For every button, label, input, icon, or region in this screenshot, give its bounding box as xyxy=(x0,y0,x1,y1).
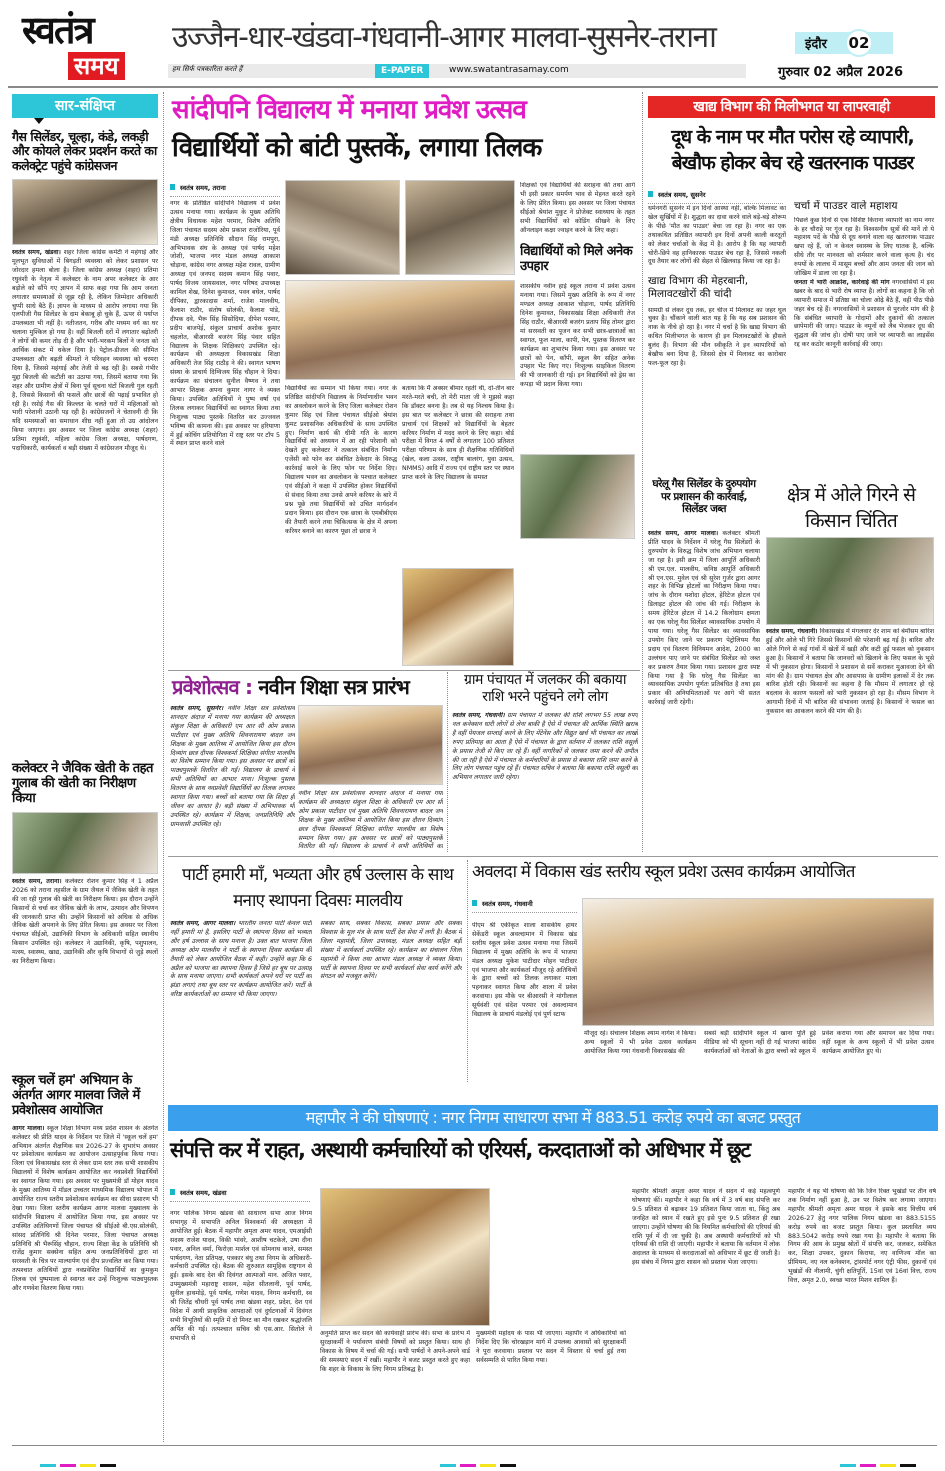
article-text xyxy=(452,712,638,850)
text: धर्मनगरी सुसनेर में इन दिनों आस्था नहीं, बल्कि मिलावट का खेल सुर्खियों में है। शुद्धता का दावा करने वाले बड़े-बड़े शोरूम के पीछे 'मौत का पाउडर' बेचा जा रहा है। नगर का एक तथाकथित प्रतिष्ठित व्यापारी इन दिनों अपनी काली करतूतों को लेकर चर्चाओं के केंद्र में है। आरोप है कि यह व्यापारी चोरी-छिपे वह हानिकारक पाउडर बेच रहा है, जिससे नकली दूध तैयार कर लोगों की सेहत से खिलवाड़ किया जा रहा है। xyxy=(648,205,786,266)
text: भारतीय जनता पार्टी केवल पार्टी नहीं हमारी मां है, इसलिए पार्टी के स्थापना दिवस को भव्यता और हर्ष उल्लास के साथ मनाना है। उक्त बात भाजपा जिला अध्यक्ष ओम मालवीय ने पार्टी के स्थापना दिवस कार्यक्रम की तैयारी को लेकर आयोजित बैठक में कही। उन्होंने कहा कि 6 अप्रैल को भाजपा का स्थापना दिवस है जिसे हर बूथ पर उत्साह के साथ मनाया जाएगा। सभी कार्यकर्ता अपने घरों पर पार्टी का झंडा लगाएं तथा बूथ स्तर पर कार्यक्रम आयोजित करें। पार्टी के वरिष्ठ कार्यकर्ताओं का सम्मान भी किया जाएगा। xyxy=(170,920,312,999)
text: कलेक्टर रोशन कुमार सिंह ने 1 अप्रैल 2026 को तराना तहसील के ग्राम जैथल में जैविक खेती के तहत की जा रही गुलाब की खेती का निरीक्षण किया। इस दौरान उन्होंने किसानों से चर्चा कर जैविक खेती के लाभ, उत्पादन और विपणन की जानकारी प्राप्त की। उन्होंने किसानों को अधिक से अधिक जैविक खेती अपनाने के लिए प्रेरित किया। इस अवसर पर जिला पंचायत सीईओ, उद्यानिकी विभाग के अधिकारी सहित स्थानीय किसान उपस्थित रहे। कलेक्टर ने उद्यानिकी, कृषि, पशुपालन, मत्स्य, स्वास्थ्य, खाद्य, उद्यानिकी और कृषि विभागों से जुड़े स्थलों का निरीक्षण किया। xyxy=(12,877,158,966)
byline: स्वतंत्र समय, गंधवानी xyxy=(472,899,577,913)
article-column: महापौर ने यह भी घोषणा की कि जिन रिक्त भूखंडों पर तीन वर्ष तक निर्माण नहीं हुआ है, उन पर विशेष कर लगाया जाएगा। महापौर श्रीमती अमृता अमर यादव ने इसके बाद वित्तीय वर्ष 2026-27 हेतु नगर पालिक निगम खंडवा का 883.5155 करोड़ रुपये का बजट प्रस्तुत किया। कुल प्रस्तावित व्यय 883.5042 करोड़ रुपये रखा गया है। महापौर ने बताया कि निगम की आय के प्रमुख स्रोतों में संपत्ति कर, जलकर, समेकित कर, शिक्षा उपकर, दुकान किराया, नए वाणिज्य मॉल का प्रीमियम, नए नल कनेक्शन, ट्रांसपोर्ट नगर एंट्री फीस, दुकानों एवं भूखंडों की नीलामी, चुंगी क्षतिपूर्ति, 15वां एवं 16वां वित्त, राज्य वित्त, अमृत 2.0, स्वच्छ भारत मिशन शामिल हैं। xyxy=(788,1188,936,1285)
text: नवीन शिक्षा सत्र प्रवेशोत्सव शानदार अंदाज में मनाया गया कार्यक्रम की अध्यक्षता संकुल शिक्षा के अधिकारी एम आर सी ओम प्रकाश पाटीदार एवं मुख्य अतिथि शिवनारायण बादल जन शिक्षक के मुख्य आतिथ्य में आयोजित किया इस दौरान दिव्यांग छात्र दीपक विश्वकर्मा शिक्षिका संगीता मालवीय का विशेष सम्मान किया गया। इस अवसर पर छात्रों को पाठ्यपुस्तकें वितरित की गईं। विद्यालय के प्राचार्य ने सभी अतिथियों का आभार माना। निःशुल्क पुस्तक वितरण के साथ नवप्रवेशी विद्यार्थियों का तिलक लगाकर स्वागत किया गया। बच्चों को बताया गया कि शिक्षा ही जीवन का आधार है। बड़ी संख्या में अभिभावक भी उपस्थित रहे। कार्यक्रम में शिक्षक, जनप्रतिनिधि और ग्रामवासी उपस्थित रहे। xyxy=(170,705,295,828)
article-column xyxy=(520,182,635,667)
right-headline: दूध के नाम पर मौत परोस रहे व्यापारी, बेखौफ होकर बेच रहे खतरनाक पाउडर xyxy=(671,126,914,174)
budget-kicker: महापौर ने की घोषणाएं : नगर निगम साधारण सभा में 883.51 करोड़ रुपये का बजट प्रस्तुत xyxy=(168,1105,938,1131)
headline-accent: प्रवेशोत्सव : xyxy=(172,675,253,699)
right-kicker: खाद्य विभाग की मिलीभगत या लापरवाही xyxy=(648,96,935,118)
photo xyxy=(320,1188,490,1326)
article-column xyxy=(794,200,934,472)
subheading: चर्चा में पाउडर वाले महाशय xyxy=(794,200,898,212)
text: कलेक्टर श्रीमती प्रीति यादव के निर्देशन में घरेलू गैस सिलेंडरों के दुरुपयोग के विरुद्ध विशेष जांच अभियान चलाया जा रहा है। इसी क्रम में जिला आपूर्ति अधिकारी श्री एम.एल. मालवीय, कनिष्ठ आपूर्ति अधिकारी श्री एन.एस. मुवेल एवं श्री सुरेश गुर्जर द्वारा आगर शहर के विभिन्न होटलों का निरीक्षण किया गया। जांच के दौरान यशोदा होटल, हेरिटेज होटल एवं डिलाइट होटल की जांच की गई। निरीक्षण के समय हेरिटेज होटल में 14.2 किलोग्राम क्षमता का एक घरेलू गैस सिलेंडर व्यावसायिक उपयोग में पाया गया। घरेलू गैस सिलेंडर का व्यावसायिक उपयोग किए जाने पर प्रकरण पेट्रोलियम गैस प्रदाय एवं वितरण विनियमन आदेश, 2000 का उल्लंघन पाए जाने पर संबंधित सिलेंडर को जब्त कर प्रकरण तैयार किया गया। प्रशासन द्वारा स्पष्ट किया गया है कि घरेलू गैस सिलेंडर का व्यावसायिक उपयोग पूर्णतः प्रतिबंधित है तथा इस प्रकार की अनियमितताओं पर आगे भी सतत कार्रवाई जारी रहेगी। xyxy=(648,530,760,707)
headline: ग्राम पंचायत में जलकर की बकाया राशि भरने पहुंचने लगे लोग xyxy=(464,672,626,705)
photo xyxy=(402,568,514,666)
byline: स्वतंत्र समय, आगर मालवा। xyxy=(648,530,719,537)
text: शहर जिला कांग्रेस कमेटी ने महंगाई और मूलभूत सुविधाओं में बिगड़ती व्यवस्था को लेकर प्रशासन पर जोरदार हमला बोला है। जिला कांग्रेस अध्यक्ष (शहर) प्रतिमा रघुवंशी के नेतृत्व में कलेक्टर के नाम अपर कलेक्टर के आर बड़ोले को सौंपे गए ज्ञापन में साफ कहा गया कि आम जनता लगातार समस्याओं से जूझ रही है, लेकिन जिम्मेदार अधिकारी चुप्पी साधे बैठे हैं। ज्ञापन के माध्यम से आरोप लगाया गया कि एलपीजी गैस सिलेंडर के दाम बेकाबू हो चुके हैं, ऊपर से पर्याप्त उपलब्धता भी नहीं है। नतीजतन, गरीब और मध्यम वर्ग का घर चलाना मुश्किल हो गया है। वहीं बिजली दरों में लगातार बढ़ोतरी ने लोगों की कमर तोड़ दी है और भारी-भरकम बिलों ने जनता को आर्थिक संकट में धकेल दिया है। पेट्रोल-डीजल की सीमित उपलब्धता और बढ़ती कीमतों ने परिवहन व्यवस्था को चरमरा दिया है, जिससे महंगाई और तेजी से बढ़ रही है। सबसे गंभीर मुद्दा बिजली की कटौती का उठाया गया, जिसमें बताया गया कि शहर और ग्रामीण क्षेत्रों में बिना पूर्व सूचना घंटों बिजली गुल रहती है, जिससे किसानों की फसलें और छात्रों की पढ़ाई प्रभावित हो रही है। रसोई गैस की किल्लत के चलते घरों में महिलाओं को भारी परेशानी उठानी पड़ रही है। कांग्रेसजनों ने चेतावनी दी कि यदि समस्याओं का समाधान शीघ्र नहीं हुआ तो उग्र आंदोलन किया जाएगा। इस अवसर पर जिला कांग्रेस अध्यक्ष (शहर) प्रतिमा रघुवंशी, महिला कांग्रेस जिला अध्यक्ष, पार्षदगण, पदाधिकारी, कार्यकर्ता व बड़ी संख्या में कांग्रेसजन मौजूद थे। xyxy=(12,249,158,453)
tagline: हम सिर्फ पत्रकारिता करते हैं xyxy=(172,65,243,73)
tagline-strip xyxy=(168,64,746,78)
article-text: मौजूद रहे। संचालन शिक्षक श्याम नागेश ने किया। अन्य स्कूलों में भी प्रवेश उत्सव कार्यक्रम आयोजित किया गया गंधवानी विकासखंड की xyxy=(584,1030,696,1055)
headline: स्कूल चलें हम' अभियान के अंतर्गत आगर मालवा जिले में प्रवेशोत्सव आयोजित xyxy=(12,1072,140,1118)
article-column: बताया कि मैं अक्सर बीमार रहती थी, दो-तीन बार मरते-मरते बची, तो मेरी माता जी ने मुझसे कहा कि डॉक्टर बनना है। तब से यह निश्चय किया है। इस बात पर कलेक्टर ने छात्रा की सराहना तथा प्राचार्य एवं शिक्षकों को विद्यार्थियों के बेहतर करियर निर्माण में मदद करने के लिए कहा। बोर्ड परीक्षा में विगत 4 वर्षों से लगातार 100 प्रतिशत परीक्षा परिणाम के साथ ही शैक्षणिक गतिविधियों (खेल, कला उत्सव, राष्ट्रीय बालरंग, युवा उत्सव, NMMS) आदि में राज्य एवं राष्ट्रीय स्तर पर स्थान प्राप्त करने के लिए विद्यालय के समस्त xyxy=(402,385,514,482)
text: स्कूल शिक्षा विभाग मध्य प्रदेश शासन के अंतर्गत कलेक्टर श्री प्रीति यादव के निर्देशन पर जिले में 'स्कूल चलें हम' अभियान अंतर्गत शैक्षणिक सत्र 2026-27 के शुभारंभ अवसर पर प्रवेशोत्सव कार्यक्रम का आयोजन उत्साहपूर्वक किया गया। जिला एवं विकासखंड स्तर से लेकर ग्राम स्तर तक सभी शासकीय विद्यालयों में विशेष कार्यक्रम आयोजित कर नवप्रवेशी विद्यार्थियों का स्वागत किया गया। इस अवसर पर मुख्यमंत्री डॉ मोहन यादव के मुख्य आतिथ्य में मॉडल उच्चतर माध्यमिक विद्यालय भोपाल में आयोजित राज्य स्तरीय प्रवेशोत्सव कार्यक्रम का सीधा प्रसारण भी देखा गया। जिला स्तरीय कार्यक्रम आगर मालवा मुख्यालय के सांदीपनि विद्यालय में आयोजित किया गया, इस अवसर पर उपस्थित अतिथिगणों जिला पंचायत श्री सीईओ बी.एस.सोलंकी, सांसद प्रतिनिधि श्री दिनेश परमार, जिला पंचायत अध्यक्ष प्रतिनिधि श्री भैरूसिंह चौहान, राज्य शिक्षा केंद्र के प्रतिनिधि श्री राजेंद्र कुमार सक्सेना सहित अन्य जनप्रतिनिधियों द्वारा मां सरस्वती के चित्र पर माल्यार्पण एवं दीप प्रज्वलित कर किया गया। तत्पश्चात अतिथियों द्वारा नवप्रवेशित विद्यार्थियों का कुमकुम तिलक एवं पुष्पमाला से स्वागत कर उन्हें निःशुल्क पाठ्यपुस्तक और गणवेश वितरण किया गया। xyxy=(12,1124,158,1293)
byline: स्वतंत्र समय, सुसनेर। xyxy=(170,705,224,712)
article-text xyxy=(170,920,312,1080)
registration-marks xyxy=(40,1452,920,1471)
article-column: महापौर श्रीमती अमृता अमर यादव ने सदन में कई महत्वपूर्ण घोषणाएं कीं। महापौर ने कहा कि वर्ष में 3 वर्ष बाद संपत्ति कर 9.5 प्रतिशत से बढ़ाकर 19 प्रतिशत किया जाता था, किंतु अब जनहित को ध्यान में रखते हुए इसे पुनः 9.5 प्रतिशत ही रखा जाएगा। उन्होंने घोषणा की कि नियमित कर्मचारियों की एरियर्स की राशि पूर्व में दी जा चुकी है। अब अस्थायी कर्मचारियों को भी एरियर्स की राशि दी जाएगी। महापौर ने बताया कि वर्तमान में लोक अदालत के माध्यम से करदाताओं को अधिभार में छूट दी जाती है। इस संबंध में निगम द्वारा शासन को प्रस्ताव भेजा जाएगा। xyxy=(632,1188,780,1267)
text: पिछले कुछ दिनों से एक विशिष्ट किराना व्यापारी का नाम नगर के हर चौराहे पर गूंज रहा है। विश्वसनीय सूत्रों की मानें तो ये महाशय पर्दे के पीछे से दूध बनाने वाला वह खतरनाक पाउडर खपा रहे हैं, जो न केवल स्वास्थ्य के लिए घातक है, बल्कि सीधे तौर पर मानवता को शर्मसार करने वाला कृत्य है। चंद रुपयों के लालच में मासूम बच्चों और आम जनता की जान को जोखिम में डाला जा रहा है। xyxy=(794,216,934,278)
headline-text: नवीन शिक्षा सत्र प्रारंभ xyxy=(258,675,410,699)
lead-kicker: सांदीपनि विद्यालय में मनाया प्रवेश उत्सव xyxy=(172,95,526,125)
article-text: पीएम श्री एकीकृत शाला शासकीय हायर सेकेंडरी स्कूल अवल्दामान में विकास खंड स्तरीय स्कूल प्रवेश उत्सव मनाया गया जिसमें विद्यालय में मुख्य अतिथि के रूप में भाजपा मंडल अध्यक्ष मुकेश पाटीदार मोहन पाटीदार एवं भाजपा और कार्यकर्ता मौजूद रहे अतिथियों के द्वारा बच्चों को तिलक लगाकर माला पहनाकर स्वागत किया और शाला में प्रवेश करवाया। इस मौके पर बीआरसी ने मांगीलाल सूर्यवंशी एवं संदेश परमार एवं अवल्दामान विद्यालय के प्राचार्य मंडलोई एवं पूर्ण स्टाफ xyxy=(472,922,577,1019)
website-link[interactable]: www.swatantrasamay.com xyxy=(449,65,569,75)
photo xyxy=(12,179,158,245)
headline: गैस सिलेंडर, चूल्हा, कंडे, लकड़ी और कोयले लेकर प्रदर्शन करते का कलेक्ट्रेट पहुंचे कांग्रेसजन xyxy=(12,129,157,173)
byline: स्वतंत्र समय, खंडवा xyxy=(170,1188,310,1202)
photo xyxy=(285,280,515,380)
city-name: इंदौर xyxy=(805,37,827,52)
article-text xyxy=(12,1125,158,1405)
byline: स्वतंत्र समय, आगर मालवा। xyxy=(170,920,236,927)
headline: क्षेत्र में ओले गिरने से किसान चिंतित xyxy=(786,484,916,532)
photo xyxy=(285,180,400,275)
headline xyxy=(172,676,409,699)
page-number: 02 xyxy=(845,29,873,57)
article-text xyxy=(12,878,158,1066)
subheading: विद्यार्थियों को मिले अनेक उपहार xyxy=(520,244,633,275)
photo xyxy=(298,705,443,785)
article-text xyxy=(12,249,158,754)
byline: स्वतंत्र समय, तराना। xyxy=(12,877,62,885)
logo-top: स्वतंत्र xyxy=(22,8,93,52)
logo-bottom: समय xyxy=(68,52,125,80)
article-column: विद्यार्थियों का सम्मान भी किया गया। नगर के प्रतिष्ठित सांदीपनि विद्यालय के निर्माणाधीन भवन का अवलोकन करने के लिए जिला कलेक्टर रोशन कुमार सिंह एवं जिला पंचायत सीईओ श्रेयांश कुमट प्रशासनिक अधिकारियों के साथ उपस्थित हुए। निर्माण कार्य की धीमी गति के कारण विद्यार्थियों को अध्ययन में आ रही परेशानी को देखते हुए कलेक्टर ने तत्काल संबंधित निर्माण एजेंसी को फोन कर संबंधित ठेकेदार के विरुद्ध कार्रवाई करने के लिए फोन पर निर्देश दिए। विद्यालय भवन का अवलोकन के पश्चात कलेक्टर एवं सीईओ ने कक्षा में उपस्थित होकर विद्यार्थियों से संवाद किया तथा उनसे अपने करियर के बारे में प्रश्न पूछे तथा विद्यार्थियों को उचित मार्गदर्शन प्रदान किया। इस दौरान एक छात्रा के एमबीबीएस की तैयारी करने तथा चिकित्सक के क्षेत्र में अपना करियर बनाने का कारण पूछा तो छात्रा ने xyxy=(285,385,397,535)
article-column: नगर के प्रतिष्ठित सांदीपनि विद्यालय में प्रवेश उत्सव मनाया गया। कार्यक्रम के मुख्य अतिथि क्षेत्रीय विधायक महेश परमार, विशेष अतिथि जिला पंचायत सदस्य ओम प्रकाश राजोरिया, पूर्व मंडी अध्यक्ष प्रतिनिधि सौदान सिंह रामपुरा, अभिभावक संघ के अध्यक्ष एवं पार्षद महेश जोशी, भाजपा नगर मंडल अध्यक्ष आकाश चोड़ाना, कांग्रेस नगर अध्यक्ष महेश रावल, ग्रामीण अध्यक्ष एवं जनपद सदस्य कमान सिंह पवार, पार्षद विजय जायसवाल, नगर परिषद उपाध्यक्ष कामिल शेख, दिनेश कुमावत, पवन बघेल, पार्षद दीपिका, द्वारकादास शर्मा, राजेश मालवीय, कैलाश राठौर, संतोष सोलंकी, कैलाश पांडे, दीपक दवे, भैरू सिंह सिसोदिया, दीपेश परमार, प्रदीप बाजपेई, संकुल प्राचार्य अशोक कुमार चहलोत, बीआरसी बजरंग सिंह पंवार सहित विद्यालय के शिक्षक शिक्षिकाएं उपस्थित रहे। कार्यक्रम की अध्यक्षता विकासखंड शिक्षा अधिकारी तेज सिंह राठौड़ ने की। स्वागत भाषण संस्था के प्राचार्य दिग्विजय सिंह चौहान ने दिया। कार्यक्रम का संचालन सुनील वैष्णव ने तथा आभार शिक्षक अपना कुमार नागर ने व्यक्त किया। उपस्थित अतिथियों ने पुष्प वर्षा एवं तिलक लगाकर विद्यार्थियों का स्वागत किया तथा निःशुल्क पाठ्य पुस्तकें वितरित कर उज्जवल भविष्य की कामना की। इस अवसर पर हरियाणा में हुई कोचिंग प्रतियोगिता में राष्ट्र स्तर पर टॉप 5 में स्थान प्राप्त करने वाले xyxy=(170,200,280,448)
byline: स्वतंत्र समय, गंधवानी। xyxy=(766,628,818,635)
section-label: सार-संक्षिप्त xyxy=(12,94,158,118)
article-text xyxy=(766,628,934,850)
article-text: सबसे बड़ी सांदीपनि स्कूल में खाना पूर्ति हुई मीडिया को भी सूचना नहीं दी गई भाजपा कांग्रेस कार्यकर्ताओं को नेताओं के द्वारा बच्चों को स्कूल में xyxy=(704,1030,816,1055)
masthead xyxy=(0,0,945,86)
text: नगरवासियों में इस खबर के बाद से भारी रोष व्याप्त है। लोगों का कहना है कि जो व्यापारी समाज में प्रतिष्ठा का चोला ओढ़े बैठे हैं, वही पीठ पीछे जहर बेच रहे हैं। नगरवासियों ने प्रशासन से पुरजोर मांग की है कि संबंधित व्यापारी के गोदामों और दुकानों की तत्काल छापेमारी की जाए। पाउडर के नमूनों को लैब भेजकर दूध की शुद्धता की जांच हो। दोषी पाए जाने पर व्यापारी का लाइसेंस रद्द कर कठोर कानूनी कार्रवाई की जाए। xyxy=(794,278,934,349)
budget-headline: संपत्ति कर में राहत, अस्थायी कर्मचारियों को एरियर्स, करदाताओं को अधिभार में छूट xyxy=(170,1138,750,1162)
headline: घरेलू गैस सिलेंडर के दुरुपयोग पर प्रशासन की कार्रवाई, सिलेंडर जब्त xyxy=(652,478,756,516)
logo xyxy=(22,10,152,82)
article-column xyxy=(648,205,786,470)
text: सामग्री से लेकर दूध तक, हर चीज में मिलावट का जहर घुल चुका है। चौंकाने वाली बात यह है कि यह सब प्रशासन की नाक के नीचे हो रहा है। नगर में चर्चा है कि खाद्य विभाग की कथित मिलीभगत के कारण ही इन मिलावटखोरों के हौसले बुलंद हैं। विभाग की मौन स्वीकृति ने इन व्यापारियों को बेखौफ बना दिया है, जिससे क्षेत्र में मिलावट का कारोबार फल-फूल रहा है। xyxy=(648,306,786,367)
byline: आगर मालवा। xyxy=(12,1124,45,1132)
byline: स्वतंत्र समय, गंधवानी। xyxy=(452,712,505,719)
text: विकासखंड में मंगलवार देर शाम को बेमौसम बारिश हुई और ओले भी गिरे जिससे किसानों की परेशानी बढ़ गई है। बारिश और ओले गिरने से कई गांवों में खेतों में खड़ी और कटी हुई फसल को नुकसान हुआ है। किसानों ने बताया कि जानवरों को खिलाने के लिए फसल के भूसे में भी नुकसान होगा। किसानों ने प्रशासन से सर्वे कराकर मुआवजा देने की मांग की है। ग्राम पंचायत क्षेत्र और आसपास के ग्रामीण इलाकों में देर तक बारिश होती रही। किसानों का कहना है कि मौसम में लगातार हो रहे बदलाव के कारण फसलों को भारी नुकसान हो रहा है। मौसम विभाग ने आगामी दिनों में भी बारिश की संभावना जताई है। किसानों ने फसल का नुकसान का आकलन करने की मांग की है। xyxy=(766,628,934,716)
photo xyxy=(520,454,635,539)
article-text xyxy=(170,705,295,850)
article-column: मुख्यमंत्री महोदय के पास भी जाएगा। महापौर ने अधिकारियों को निर्देश दिए कि चोरखड़ान मार्ग में उपलब्ध आवासों को सुरक्षाकर्मी ने पूरा करवाया। प्रस्ताव पर सदन में विस्तार से चर्चा हुई तथा सर्वसम्मति से पारित किया गया। xyxy=(476,1330,626,1364)
lead-headline: विद्यार्थियों को बांटी पुस्तकें, लगाया तिलक xyxy=(172,133,542,163)
headline: कलेक्टर ने जैविक खेती के तहत गुलाब की खेती का निरीक्षण किया xyxy=(12,761,153,806)
text xyxy=(794,279,934,350)
article-column: नगर पालिक निगम खंडवा की साधारण सभा आज निगम सभागृह में सभापति अनिल विश्वकर्मा की अध्यक्षता में आयोजित हुई। बैठक में महापौर अमृता अमर यादव, एमआईसी सदस्य राजेश यादव, विकी भांवरे, आशीष चटकेले, उषा दीना पवार, अनिल वर्मा, फिरोज़ा मार्शल एवं सोमनाथ काले, समस्त पार्षदगण, नेता प्रतिपक्ष, पत्रकार बंधु तथा निगम के अधिकारी-कर्मचारी उपस्थित रहे। बैठक की शुरुआत सामूहिक राष्ट्रगान से हुई। इसके बाद देश की दिवंगत आत्माओं मान. अजित पवार, उपमुख्यमंत्री महाराष्ट्र शासन, महेश सीतलानी, पूर्व पार्षद, सुनील हाथमोड़े, पूर्व पार्षद, गणेश यादव, निगम कर्मचारी, स्व श्री जितेंद्र चौधरी पूर्व पार्षद तथा खंडवा शहर, प्रदेश, देश एवं विदेश में आयी प्राकृतिक आपदाओं एवं दुर्घटनाओं में दिवंगत सभी विभूतियों की स्मृति में दो मिनट का मौन रखकर श्रद्धांजलि अर्पित की गई। तत्पश्चात सचिव श्री एस.आर. सितोले ने सभापति से xyxy=(170,1210,312,1342)
article-text: प्रवेश कराया गया और समापन कर दिया गया। वहीं स्कूल के अन्य स्कूलों में भी प्रवेश उत्सव कार्यक्रम आयोजित हुए थे। xyxy=(822,1030,934,1055)
issue-date: गुरुवार 02 अप्रैल 2026 xyxy=(778,65,903,80)
subheading: खाद्य विभाग की मेहरबानी, मिलावटखोरों की चांदी xyxy=(648,275,749,300)
article-text: नवीन शिक्षा सत्र प्रवेशोत्सव शानदार अंदाज में मनाया गया कार्यक्रम की अध्यक्षता संकुल शिक्षा के अधिकारी एम आर सी ओम प्रकाश पाटीदार एवं मुख्य अतिथि शिवनारायण बादल जन शिक्षक के मुख्य आतिथ्य में आयोजित किया इस दौरान दिव्यांग छात्र दीपक विश्वकर्मा शिक्षिका संगीता मालवीय का विशेष सम्मान किया गया। इस अवसर पर छात्रों को पाठ्यपुस्तकें वितरित की गईं। विद्यालय के प्राचार्य ने सभी अतिथियों का xyxy=(298,790,443,850)
photo xyxy=(405,180,515,275)
edition-list: उज्जैन-धार-खंडवा-गंधवानी-आगर मालवा-सुसनेर-तराना xyxy=(172,20,716,55)
photo xyxy=(582,898,934,1026)
photo xyxy=(766,537,934,625)
text: ग्राम पंचायत में जलकर की राशि लगभग 55 लाख रुपए नल कनेक्शन धारी लोगों से लेना बाकी है ऐसे में पंचायत की आर्थिक स्थिति खराब है वहीं पेयजल सप्लाई करने के लिए मेंटेनेंस और विद्युत खर्च भी पंचायत का लाखों रुपए प्रतिमाह का आता है ऐसे में पंचायत के द्वारा वर्तमान में जलकर राशि वसूली के प्रयास तेजी से किए जा रहे हैं। वहीं नागरिकों से जलकर जमा करने की अपील की जा रही है ऐसे में पंचायत के कर्मचारियों के प्रयास से बकाया राशि जमा करने के लिए लोग पंचायत पहुंच रहे हैं। पंचायत सचिव ने बताया कि बकाया राशि वसूली का अभियान लगातार जारी रहेगा। xyxy=(452,712,638,782)
down-arrow-icon xyxy=(34,118,44,124)
byline: स्वतंत्र समय, खंडवा। xyxy=(12,249,61,257)
article-column: अनुमति प्राप्त कर सदन की कार्यवाही प्रारंभ की। सभा के प्रारंभ में सुरक्षाकर्मी ने पर्यावरण संबंधी विषयों को प्रस्तुत किया। साथ ही विकास के विषय में चर्चा की गई। सभी पार्षदों ने अपने-अपने वार्ड की समस्याएं सदन में रखीं। महापौर ने बजट प्रस्तुत करते हुए कहा कि शहर के विकास के लिए निगम प्रतिबद्ध है। xyxy=(320,1330,470,1373)
photo xyxy=(12,812,158,874)
text: शासकीय नवीन हाई स्कूल तराना में प्रवेश उत्सव मनाया गया। जिसमें मुख्य अतिथि के रूप में नगर मण्डल अध्यक्ष आकाश चोड़ाना, पार्षद प्रतिनिधि दिनेश कुमावत, विकासखंड शिक्षा अधिकारी तेज सिंह राठौर, बीआरसी बजरंग प्रताप सिंह तोमर द्वारा मां सरस्वती का पूजन कर सभी छात्र-छात्राओं का स्वागत, फूल माला, कापी, पेन, पुस्तक वितरण कर कार्यक्रम का शुभारंभ किया गया। इस अवसर पर छात्रों को पेन, कॉपी, स्कूल बैग सहित अनेक उपहार भेंट किए गए। निःशुल्क साइकिल वितरण की भी जानकारी दी गई। इन विद्यार्थियों को ड्रेस का कपड़ा भी प्रदान किया गया। xyxy=(520,283,635,389)
headline: अवलदा में विकास खंड स्तरीय स्कूल प्रवेश उत्सव कार्यक्रम आयोजित xyxy=(472,862,855,882)
left-column xyxy=(12,94,158,1405)
article-text xyxy=(648,530,760,850)
epaper-badge: E-PAPER xyxy=(375,64,429,78)
byline: स्वतंत्र समय, सुसनेर xyxy=(648,190,783,204)
byline: स्वतंत्र समय, तराना xyxy=(170,183,280,197)
city-badge xyxy=(795,32,893,54)
text: शिक्षकों एवं विद्यार्थियों की सराहना की तथा आगे भी इसी प्रकार समर्पण भाव से मेहनत करते रहने के लिए प्रेरित किया। इस अवसर पर जिला पंचायत सीईओ श्रेयांश मुकुट ने प्रोजेक्ट स्वाध्याय के तहत सभी विद्यार्थियों को कोडिंग सीखने के लिए ऑनलाइन कक्षा ज्वाइन करने के लिए कहा। xyxy=(520,182,635,234)
headline: पार्टी हमारी माँ, भव्यता और हर्ष उल्लास के साथ मनाए स्थापना दिवसः मालवीय xyxy=(181,865,454,911)
subheading: जनता में भारी आक्रोश, कार्रवाई की मांग xyxy=(794,278,890,286)
article-text: सबका साथ, सबका विकास, सबका प्रयास और सबका विश्वास के मूल मंत्र के साथ पार्टी देश सेवा में लगी है। बैठक में जिला महामंत्री, जिला उपाध्यक्ष, मंडल अध्यक्ष सहित बड़ी संख्या में कार्यकर्ता उपस्थित रहे। कार्यक्रम का संचालन जिला महामंत्री ने किया तथा आभार मंडल अध्यक्ष ने व्यक्त किया। पार्टी के स्थापना दिवस पर सभी कार्यकर्ता सेवा कार्य करेंगे और संगठन को मजबूत करेंगे। xyxy=(320,920,462,981)
